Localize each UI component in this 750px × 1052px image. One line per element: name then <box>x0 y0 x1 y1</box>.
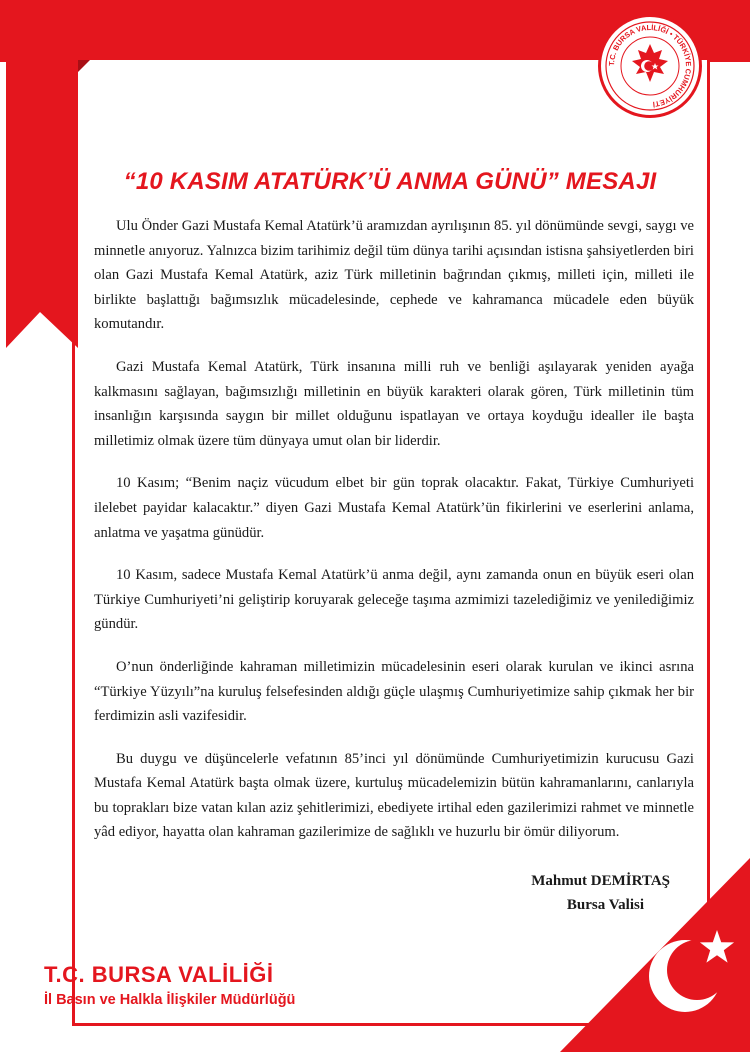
footer-institution: T.C. BURSA VALİLİĞİ <box>44 962 274 987</box>
paragraph: Gazi Mustafa Kemal Atatürk, Türk insanına milli ruh ve benliği aşılayarak yeniden ayağa kalkmasını sağlayan, bağımsızlığı milletinin en büyük karakteri olarak gören, Türk milletinin tüm insanlığın karşısında saygın bir millet olduğunu ispatlayan ve ortaya koyduğu idealler ile başta milletimiz olmak üzere tüm dünyaya umut olan bir liderdir. <box>94 358 694 449</box>
seal-text: T.C. BURSA VALİLİĞİ • TÜRKİYE CUMHURİYETİ <box>606 22 694 109</box>
paragraph: Ulu Önder Gazi Mustafa Kemal Atatürk’ü aramızdan ayrılışının 85. yıl dönümünde sevgi, saygı ve minnetle anıyoruz. Yalnızca bizim tarihimiz değil tüm dünya tarihi açısından istisna şahsiyetlerden biri olan Gazi Mustafa Kemal Atatürk, aziz Türk milletinin bağrından çıkmış, milleti için, milleti ile birlikte başlattığı bağımsızlık mücadelesinde, cephede ve kahramanca mücadele eden büyük komutandır. <box>94 218 694 333</box>
signature-title: Bursa Valisi <box>566 897 644 913</box>
paragraph: Bu duygu ve düşüncelerle vefatının 85’inci yıl dönümünde Cumhuriyetimizin kurucusu Gazi Mustafa Kemal Atatürk başta olmak üzere, kurtuluş mücadelemizin bütün kahramanlarını, canlarıyla bu toprakları bize vatan kılan aziz şehitlerimizi, ebediyete irtihal eden gazilerimizi rahmet ve minnetle yâd ediyor, hayatta olan kahraman gazilerimize de sağlıklı ve huzurlu bir ömür diliyorum. <box>94 750 694 841</box>
signature-name: Mahmut DEMİRTAŞ <box>531 873 670 889</box>
paragraph: 10 Kasım, sadece Mustafa Kemal Atatürk’ü anma değil, aynı zamanda onun en büyük eseri olan Türkiye Cumhuriyeti’ni geliştirip koruyarak geleceğe taşıma azmimizi tazelediğimiz ve yenilediğimiz gündür. <box>94 567 694 633</box>
page-title: “10 KASIM ATATÜRK’Ü ANMA GÜNÜ” MESAJI <box>123 168 657 195</box>
paragraph: 10 Kasım; “Benim naçiz vücudum elbet bir gün toprak olacaktır. Fakat, Türkiye Cumhuriyeti ilelebet payidar kalacaktır.” diyen Gazi Mustafa Kemal Atatürk’ün fikirlerini ve eserlerini anlama, anlatma ve yaşatma günüdür. <box>94 475 694 541</box>
footer-department: İl Basın ve Halkla İlişkiler Müdürlüğü <box>44 992 296 1008</box>
paragraph: O’nun önderliğinde kahraman milletimizin mücadelesinin eseri olarak kurulan ve ikinci asrına “Türkiye Yüzyılı”na kuruluş felsefesinden aldığı güçle ulaşmış Cumhuriyetimize sahip çıkmak her bir ferdimizin asli vazifesidir. <box>94 658 694 725</box>
